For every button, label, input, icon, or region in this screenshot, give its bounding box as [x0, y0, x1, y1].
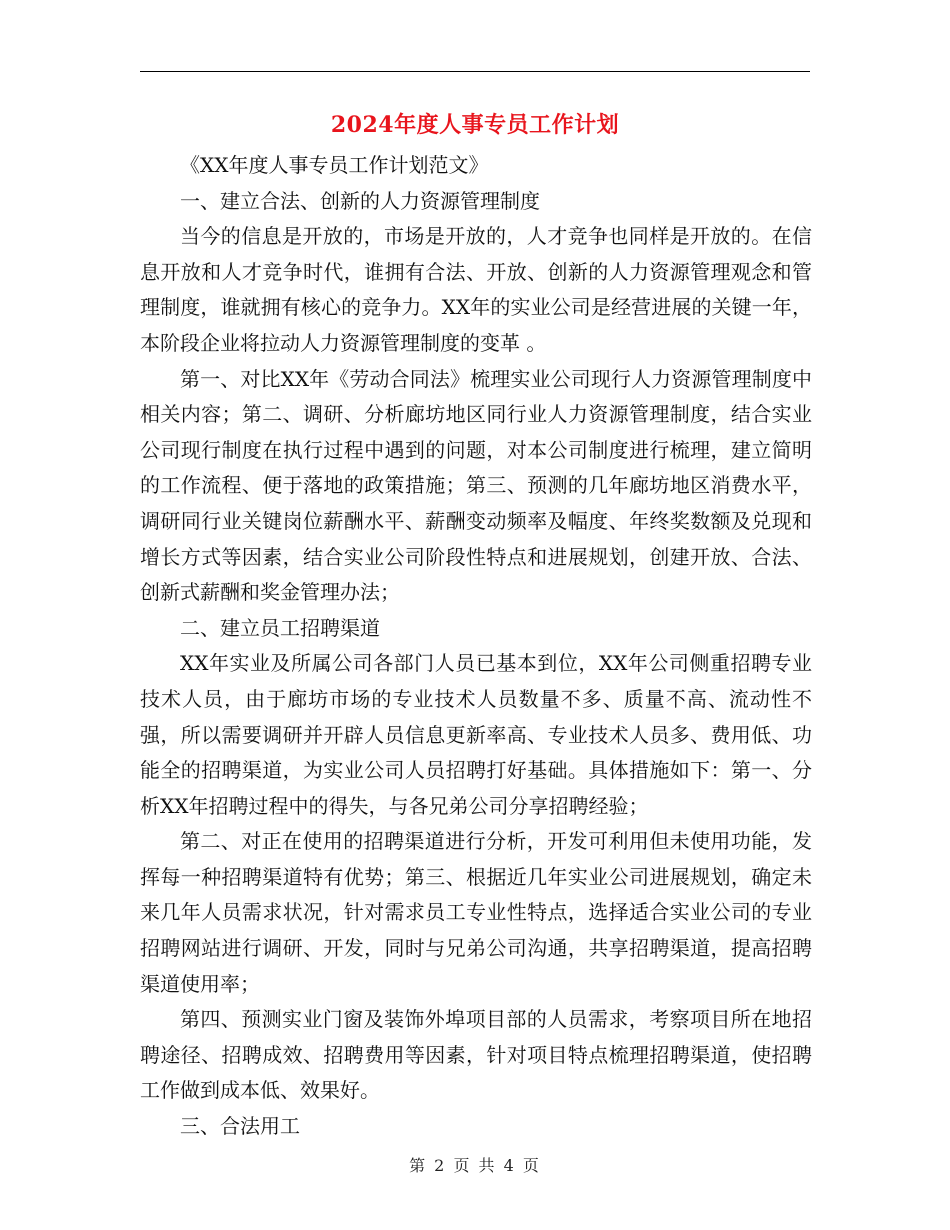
paragraph-heading-3: 三、合法用工	[180, 1114, 300, 1139]
document-title: 2024年度人事专员工作计划	[330, 112, 620, 138]
header-rule	[140, 71, 810, 72]
paragraph: 第二、对正在使用的招聘渠道进行分析，开发可利用但未使用功能，发挥每一种招聘渠道特有优势；第三、根据近几年实业公司进展规划，确定未来几年人员需求状况，针对需求员工专业性特点，选择适合实业公司的专业招聘网站进行调研、开发，同时与兄弟公司沟通，共享招聘渠道，提高招聘渠道使用率；	[140, 829, 812, 996]
page-number: 第 2 页 共 4 页	[409, 1156, 541, 1175]
paragraph: 第一、对比XX年《劳动合同法》梳理实业公司现行人力资源管理制度中相关内容；第二、调研、分析廊坊地区同行业人力资源管理制度，结合实业公司现行制度在执行过程中遇到的问题，对本公司制度进行梳理，建立简明的工作流程、便于落地的政策措施；第三、预测的几年廊坊地区消费水平，调研同行业关键岗位薪酬水平、薪酬变动频率及幅度、年终奖数额及兑现和增长方式等因素，结合实业公司阶段性特点和进展规划，创建开放、合法、创新式薪酬和奖金管理办法；	[140, 366, 812, 605]
paragraph: 第四、预测实业门窗及装饰外埠项目部的人员需求，考察项目所在地招聘途径、招聘成效、招聘费用等因素，针对项目特点梳理招聘渠道，使招聘工作做到成本低、效果好。	[140, 1007, 812, 1103]
paragraph-heading-1: 一、建立合法、创新的人力资源管理制度	[180, 188, 540, 213]
paragraph: 当今的信息是开放的，市场是开放的，人才竞争也同样是开放的。在信息开放和人才竞争时代，谁拥有合法、开放、创新的人力资源管理观念和管理制度，谁就拥有核心的竞争力。XX年的实业公司是经营进展的关键一年，本阶段企业将拉动人力资源管理制度的变革 。	[140, 224, 812, 355]
document-body	[140, 148, 812, 1145]
paragraph: XX年实业及所属公司各部门人员已基本到位，XX年公司侧重招聘专业技术人员，由于廊坊市场的专业技术人员数量不多、质量不高、流动性不强，所以需要调研并开辟人员信息更新率高、专业技术人员多、费用低、功能全的招聘渠道，为实业公司人员招聘打好基础。具体措施如下：第一、分析XX年招聘过程中的得失，与各兄弟公司分享招聘经验；	[140, 651, 812, 818]
paragraph-subtitle: 《XX年度人事专员工作计划范文》	[180, 153, 489, 177]
paragraph-heading-2: 二、建立员工招聘渠道	[180, 615, 380, 640]
